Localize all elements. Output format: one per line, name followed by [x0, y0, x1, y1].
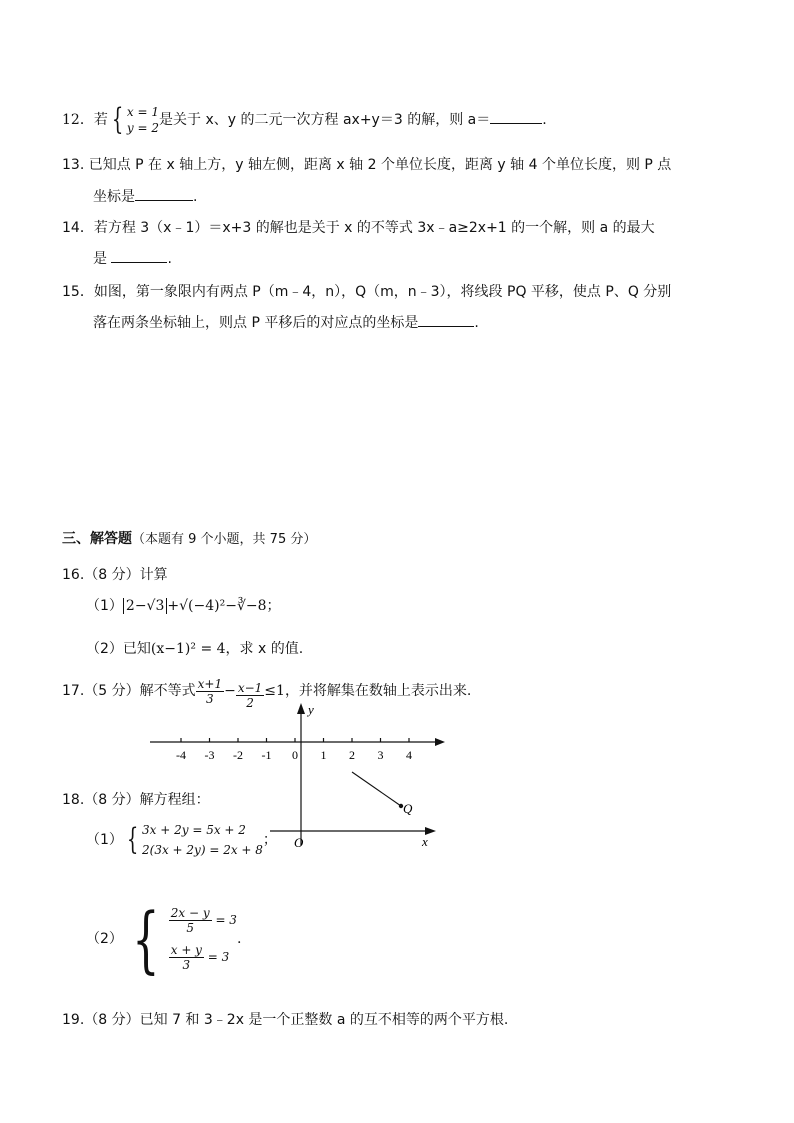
- q18-p2-frac2: [169, 943, 204, 972]
- q17-f1-num: x+1: [197, 676, 223, 691]
- q18-p2-f1-den: 5: [186, 921, 194, 935]
- q17-f1-den: 3: [206, 691, 214, 706]
- question-13-line2: [93, 186, 197, 207]
- q18-p1-system: [142, 820, 263, 860]
- q14-line2-pre: 是: [93, 251, 112, 267]
- q12-post: .: [542, 112, 547, 128]
- q12-number: 12．: [62, 112, 94, 128]
- q12-sys-eq1: x = 1: [126, 105, 160, 119]
- q17-f2-num: x−1: [237, 680, 263, 695]
- q15-line1: 15．如图，第一象限内有两点 P（m﹣4，n），Q（m，n﹣3），将线段 PQ 平移，使点 P、Q 分别: [62, 284, 672, 300]
- q18-p2-end: .: [236, 931, 242, 947]
- number-line-tick-label: 3: [377, 748, 384, 762]
- number-line-tick-label: 2: [349, 748, 355, 762]
- q16-p1-abs: 2−√3: [123, 598, 167, 614]
- q13-line2-pre: 坐标是: [93, 189, 135, 205]
- number-line-tick-label: 4: [406, 748, 412, 762]
- q17-fraction-2: [236, 680, 264, 710]
- question-12: [62, 104, 547, 136]
- q13-answer-blank[interactable]: [135, 186, 193, 201]
- number-line-tick-label: -1: [261, 748, 272, 762]
- section-3-heading: [62, 529, 316, 550]
- q12-mid: 是关于 x、y 的二元一次方程 ax+y＝3 的解，则 a＝: [159, 112, 491, 128]
- q13-line1: 13. 已知点 P 在 x 轴上方，y 轴左侧，距离 x 轴 2 个单位长度，距离 y 轴 4 个单位长度，则 P 点: [62, 157, 672, 173]
- q12-system: [127, 104, 159, 136]
- q18-p2-system: [169, 906, 237, 972]
- q15-answer-blank[interactable]: [418, 312, 474, 327]
- number-line-tick-label: -4: [176, 748, 186, 762]
- q18-p1-eq2: 2(3x + 2y) = 2x + 8: [142, 843, 263, 857]
- q18-p1-brace: {: [126, 822, 139, 857]
- section-3-note: （本题有 9 个小题，共 75 分）: [132, 532, 317, 547]
- q12-brace: {: [111, 102, 124, 137]
- q17-tail: ，并将解集在数轴上表示出来.: [284, 683, 472, 699]
- q17-f2-den: 2: [246, 695, 254, 710]
- number-line-tick-label: -2: [233, 748, 243, 762]
- y-axis-arrow: [297, 703, 305, 714]
- q19-text: 19.（8 分）已知 7 和 3﹣2x 是一个正整数 a 的互不相等的两个平方根.: [62, 1012, 509, 1028]
- q18-head: 18.（8 分）解方程组：: [62, 792, 210, 808]
- q18-p2-eq2: [169, 943, 237, 972]
- q12-pre: 若: [93, 112, 108, 128]
- q18-part2: [86, 898, 241, 980]
- q18-part1: [86, 820, 277, 860]
- q16-p2-label: （2）已知: [86, 641, 151, 657]
- q16-p1-end: ；: [266, 598, 281, 614]
- q18-p2-f1-num: 2x − y: [170, 906, 210, 920]
- q17-head: 17.（5 分）解不等式: [62, 683, 196, 699]
- q13-line2-post: .: [193, 189, 198, 205]
- q18-p2-label: （2）: [86, 931, 123, 947]
- question-14-line2: [93, 248, 172, 269]
- q16-head: 16.（8 分）计算: [62, 567, 168, 583]
- q16-p2-end: ，求 x 的值.: [225, 641, 304, 657]
- q16-part1: [86, 596, 281, 616]
- number-line-tick-label: -3: [204, 748, 215, 762]
- question-15-line2: [93, 312, 479, 333]
- q14-line2-post: .: [167, 251, 172, 267]
- q16-p1-cbrt: −∛−8: [225, 598, 267, 614]
- q16-p2-expr: (x−1)² = 4: [150, 641, 226, 657]
- q14-answer-blank[interactable]: [111, 248, 167, 263]
- x-axis-label: x: [422, 834, 428, 849]
- q18-p1-eq1: 3x + 2y = 5x + 2: [142, 823, 246, 837]
- q18-p1-label: （1）: [86, 832, 123, 848]
- y-axis-label: y: [308, 702, 314, 717]
- q16-p1-sqrt: +√(−4)²: [167, 598, 226, 614]
- number-line-tick-label: 1: [320, 748, 327, 762]
- q18-p2-eq1-rhs: = 3: [215, 913, 237, 927]
- q18-p2-eq2-rhs: = 3: [207, 950, 230, 964]
- q17-le: ≤1: [264, 683, 285, 699]
- q15-line2-pre: 落在两条坐标轴上，则点 P 平移后的对应点的坐标是: [93, 315, 419, 331]
- section-3-title: 三、解答题: [62, 531, 132, 547]
- q15-line2-post: .: [474, 315, 479, 331]
- q18-p2-f2-num: x + y: [170, 943, 202, 957]
- q12-answer-blank[interactable]: [490, 109, 542, 124]
- q18-p2-eq1: [169, 906, 237, 935]
- origin-label: O: [294, 835, 304, 850]
- point-q-label: Q: [403, 801, 413, 816]
- q14-line1: 14．若方程 3（x﹣1）＝x+3 的解也是关于 x 的不等式 3x﹣a≥2x+1 的一个解，则 a 的最大: [62, 220, 655, 236]
- q18-p2-f2-den: 3: [182, 958, 191, 972]
- number-line-arrow: [435, 738, 445, 746]
- q18-p2-frac1: [169, 906, 212, 935]
- q12-sys-eq2: y = 2: [126, 121, 160, 135]
- q18-p1-end: ；: [262, 832, 277, 848]
- q17-minus: −: [224, 683, 236, 699]
- q16-part2: [86, 639, 303, 659]
- q18-p2-brace: {: [132, 897, 160, 981]
- number-line-tick-label: 0: [292, 748, 298, 762]
- segment-pq: [352, 772, 401, 806]
- q16-p1-label: （1）: [86, 598, 123, 614]
